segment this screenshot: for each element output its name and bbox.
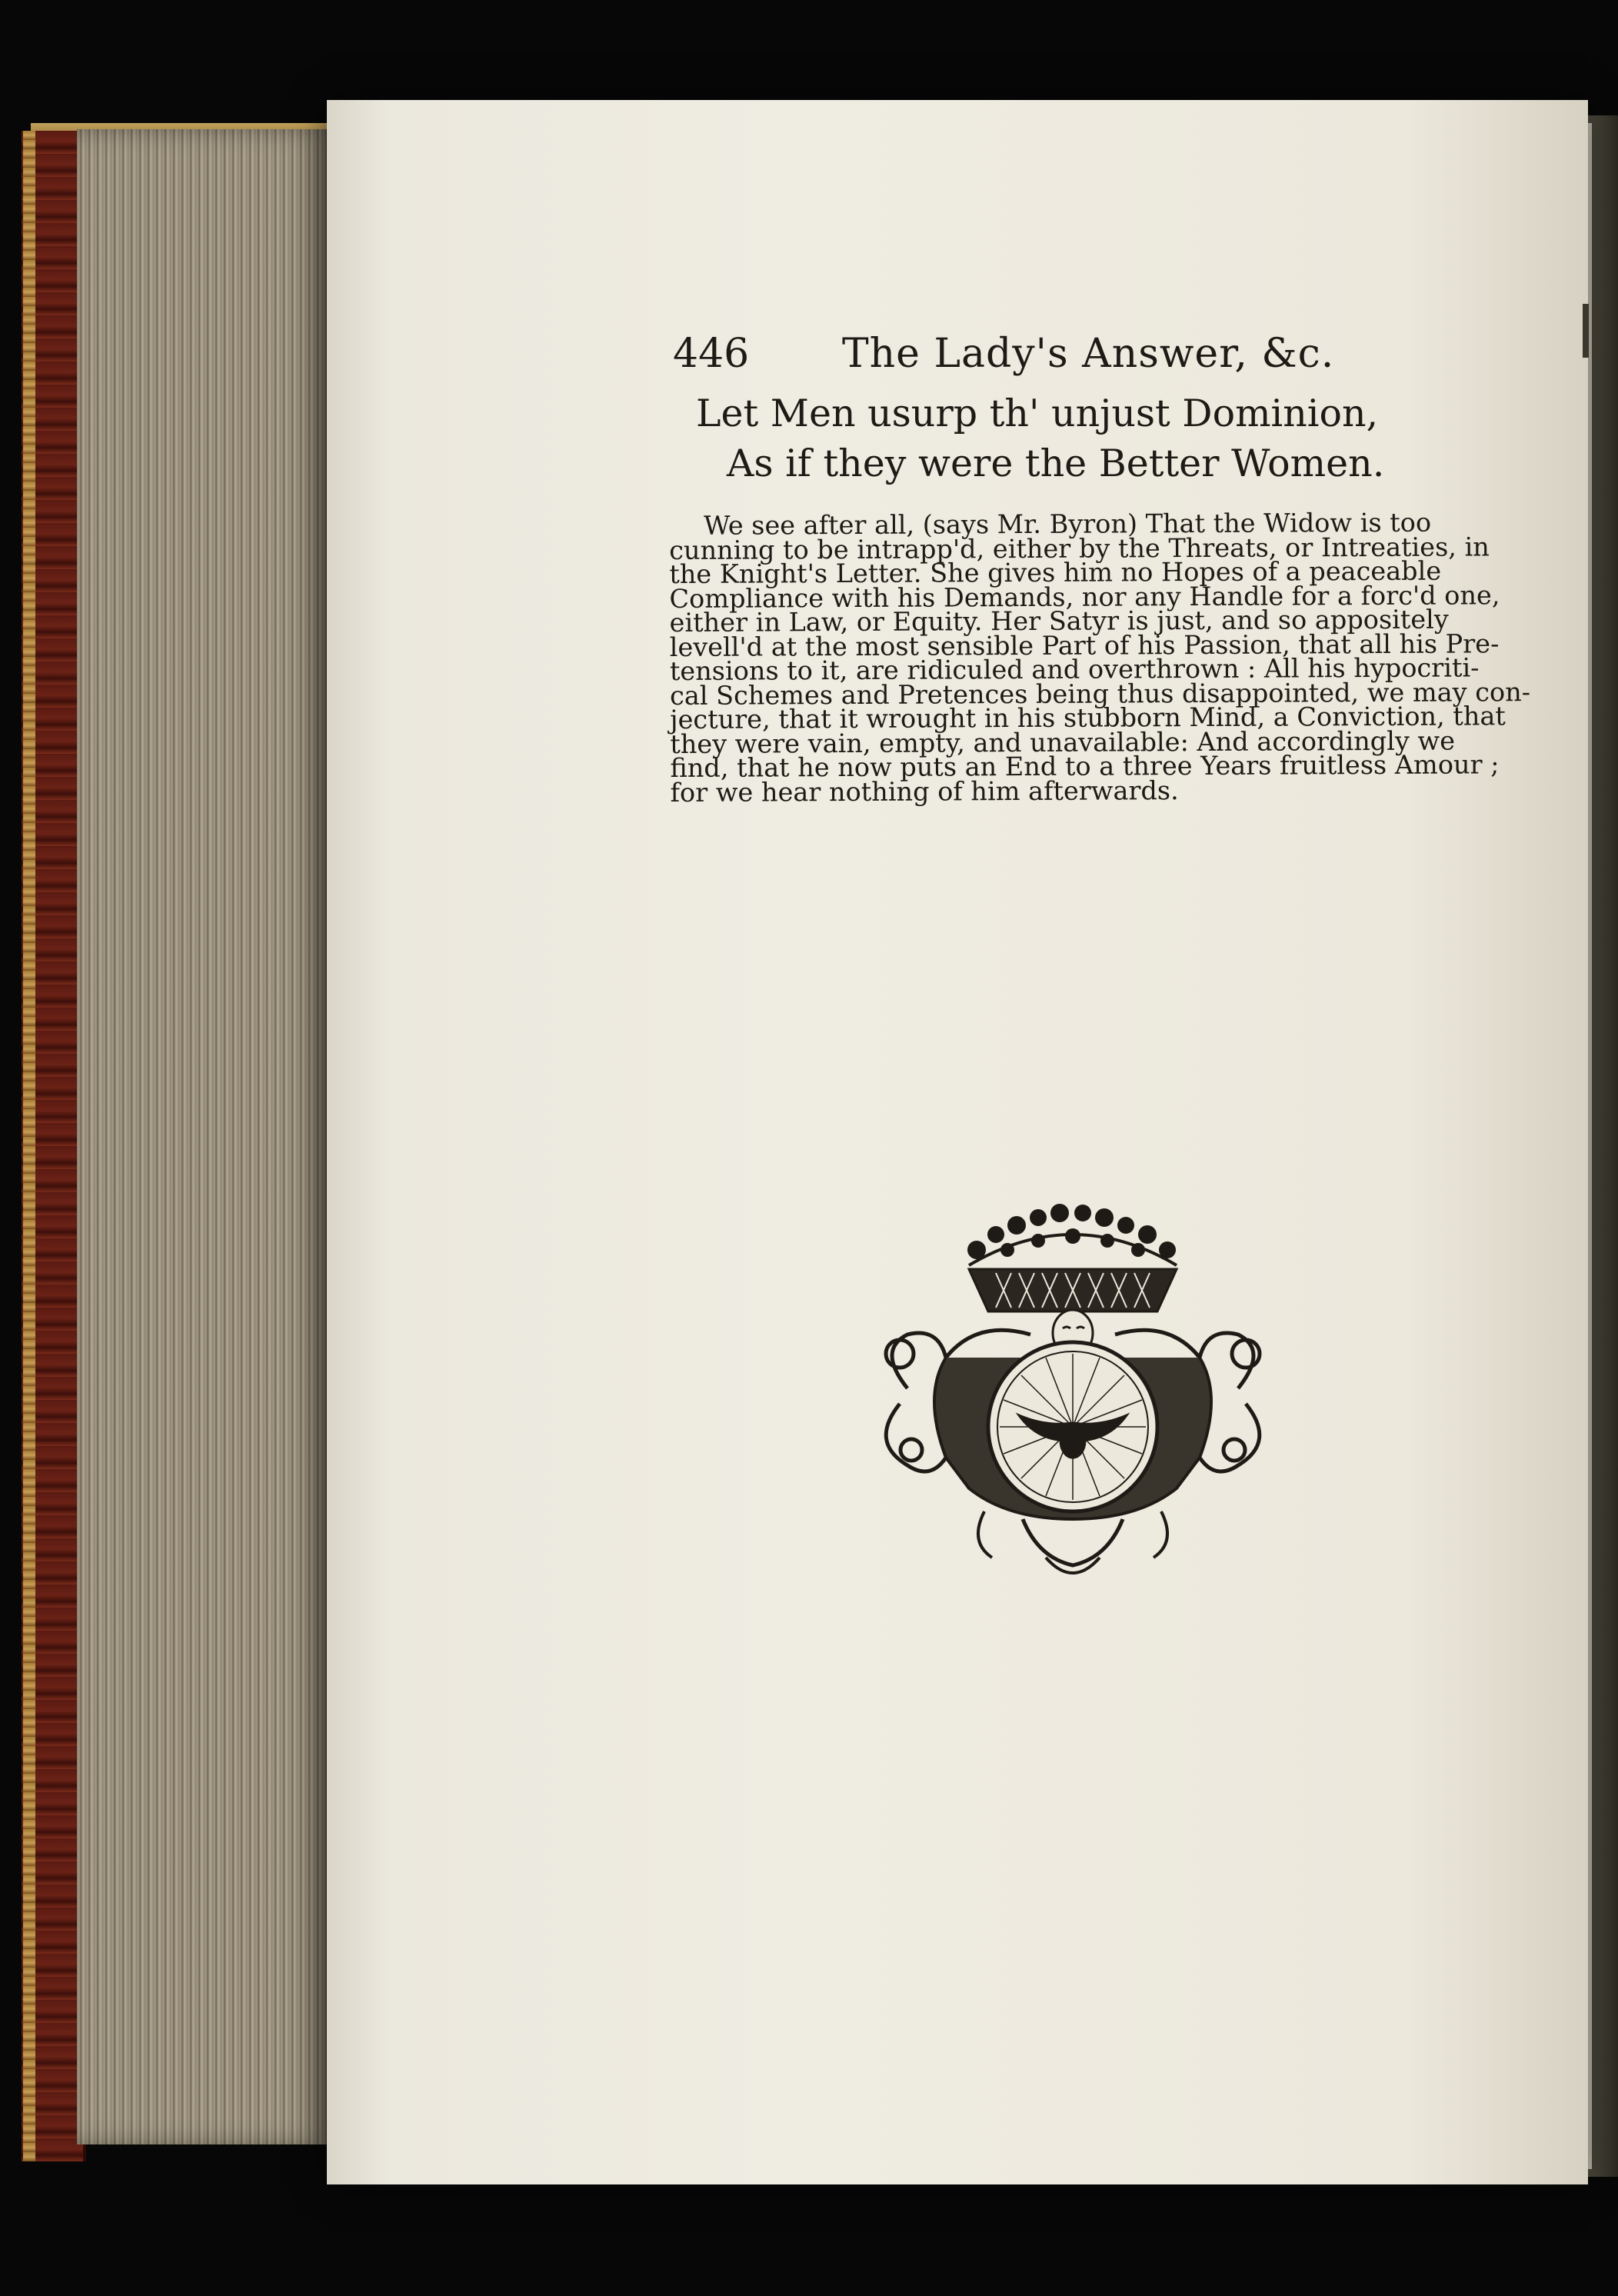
paragraph-line: either in Law, or Equity. Her Satyr is just, and so appositely	[669, 604, 1449, 638]
page-block-edges	[77, 129, 331, 2144]
paragraph-line: cal Schemes and Pretences being thus disappointed, we may con-	[669, 676, 1531, 711]
verse-line: Let Men usurp th' unjust Dominion,	[696, 392, 1379, 435]
paragraph-line: cunning to be intrapp'd, either by the Threats, or Intreaties, in	[669, 531, 1490, 565]
paragraph-line: jecture, that it wrought in his stubborn Mind, a Conviction, that	[670, 701, 1506, 735]
verse-line: As if they were the Better Women.	[727, 442, 1385, 485]
paragraph-line: We see after all, (says Mr. Byron) That the Widow is too	[703, 507, 1432, 541]
page-number: 446	[673, 331, 750, 377]
paragraph-line: Compliance with his Demands, nor any Handle for a forc'd one,	[669, 579, 1500, 614]
paragraph-line: they were vain, empty, and unavailable: And accordingly we	[670, 725, 1456, 759]
scan-artifact	[1583, 304, 1589, 358]
verse-block	[696, 388, 1465, 488]
paragraph-line: tensions to it, are ridiculed and overthrown : All his hypocriti-	[669, 652, 1480, 686]
paragraph-line: levell'd at the most sensible Part of his Passion, that all his Pre-	[669, 628, 1500, 662]
gilt-tooling	[23, 131, 35, 2161]
basket-dove-vignette-icon	[854, 1196, 1292, 1596]
running-title: The Lady's Answer, &c.	[842, 331, 1335, 377]
paragraph-line: the Knight's Letter. She gives him no Hopes of a peaceable	[669, 555, 1442, 589]
paragraph-line: for we hear nothing of him afterwards.	[670, 775, 1179, 808]
paragraph-line: find, that he now puts an End to a three Years fruitless Amour ;	[670, 749, 1500, 783]
body-paragraph	[669, 507, 1531, 808]
running-head	[673, 327, 1457, 381]
